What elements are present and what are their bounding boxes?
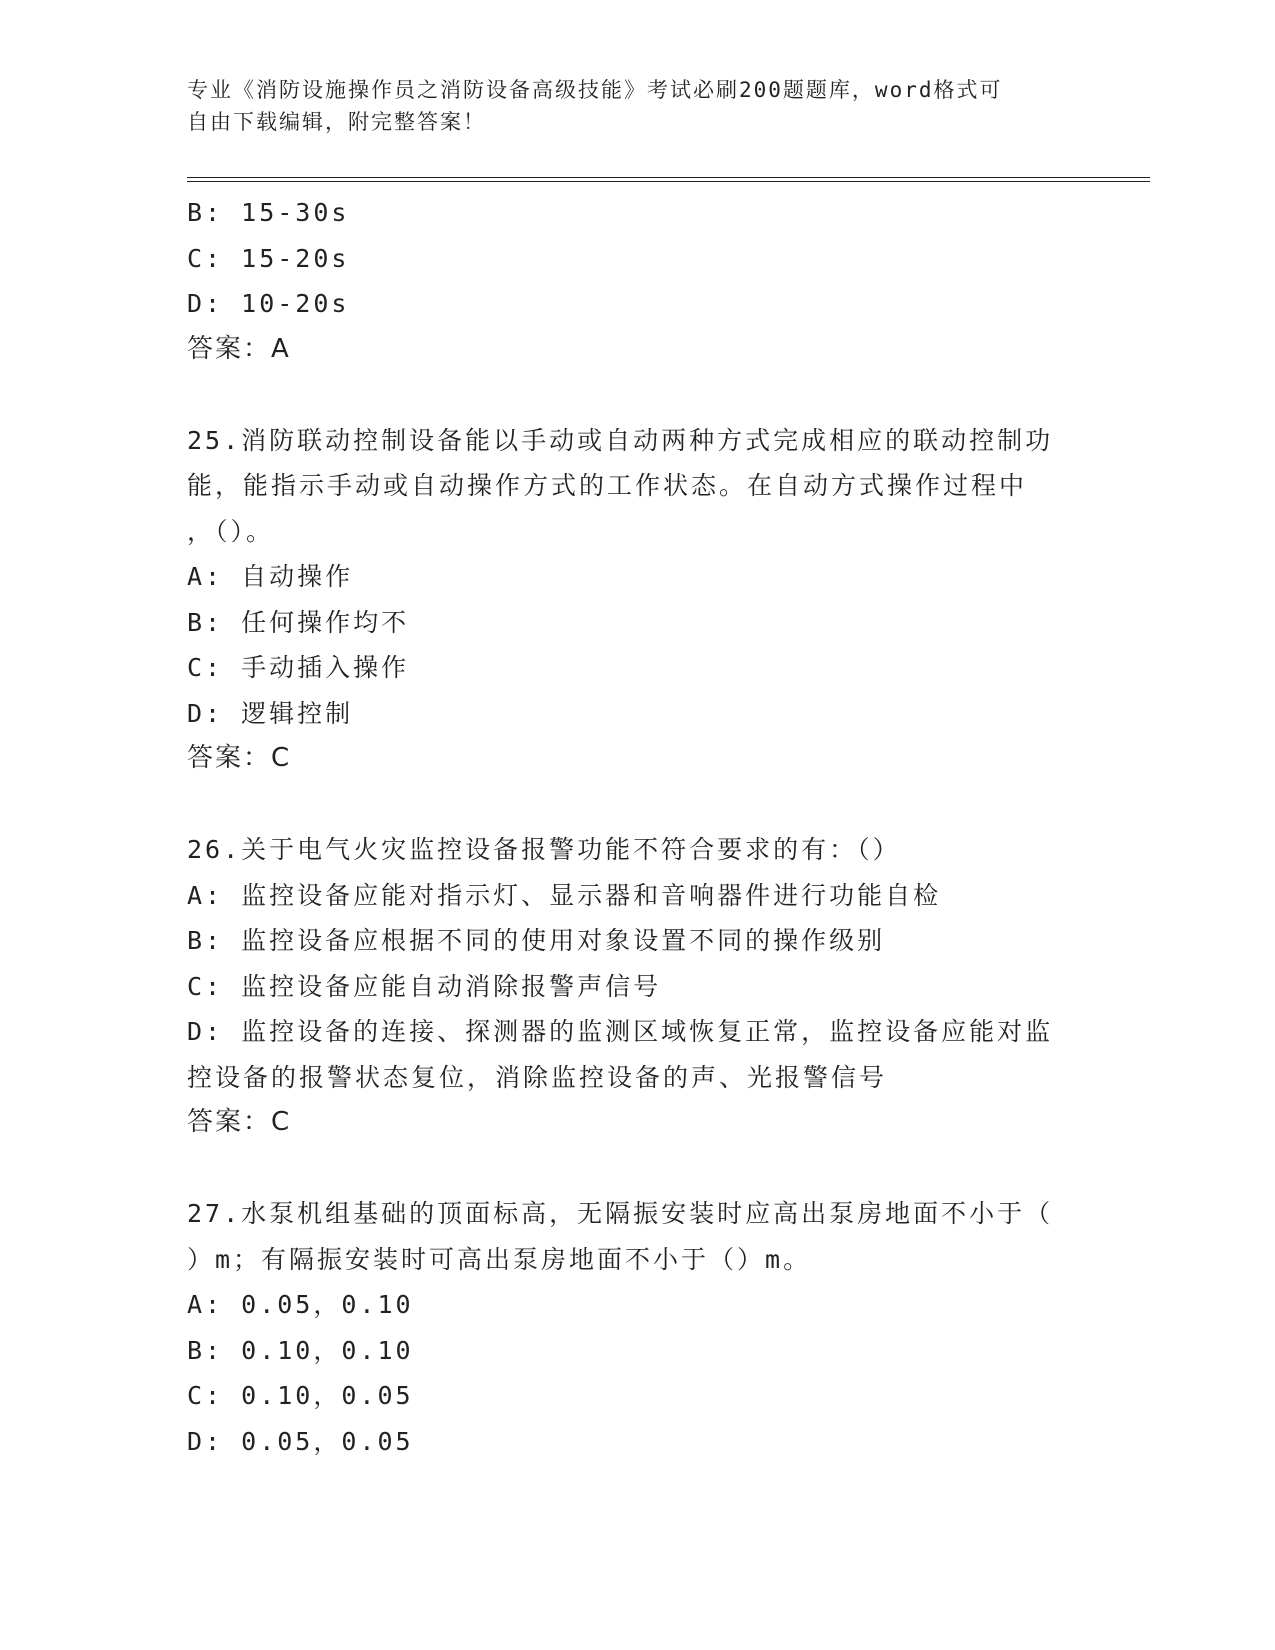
option-d-continued: 控设备的报警状态复位，消除监控设备的声、光报警信号 xyxy=(187,1062,888,1092)
option-d: D: 逻辑控制 xyxy=(187,698,354,728)
question-25 xyxy=(187,418,1087,782)
question-stem-line: 25.消防联动控制设备能以手动或自动两种方式完成相应的联动控制功 xyxy=(187,425,1054,455)
question-26 xyxy=(187,827,1087,1146)
option-a: A: 0.05，0.10 xyxy=(187,1290,414,1319)
spacer xyxy=(187,782,1087,828)
answer-line: 答案：C xyxy=(187,1107,292,1137)
header-line-2: 自由下载编辑，附完整答案！ xyxy=(187,110,486,134)
option-d: D: 监控设备的连接、探测器的监测区域恢复正常，监控设备应能对监 xyxy=(187,1017,1054,1046)
question-content xyxy=(187,190,1087,1464)
option-c: C: 0.10，0.05 xyxy=(187,1381,414,1410)
header-line-1: 专业《消防设施操作员之消防设备高级技能》考试必刷200题题库，word格式可 xyxy=(187,78,1003,102)
question-27 xyxy=(187,1191,1087,1464)
question-stem-line: 26.关于电气火灾监控设备报警功能不符合要求的有：（） xyxy=(187,835,901,864)
option-c: C: 监控设备应能自动消除报警声信号 xyxy=(187,971,662,1001)
question-stem-line: ，（）。 xyxy=(187,516,275,546)
option-b: B: 15-30s xyxy=(187,198,350,227)
answer-line: 答案：C xyxy=(187,743,292,773)
question-stem-line: 能，能指示手动或自动操作方式的工作状态。在自动方式操作过程中 xyxy=(187,471,1028,500)
question-stem-line: ）m；有隔振安装时可高出泵房地面不小于（）m。 xyxy=(187,1244,812,1274)
option-a: A: 监控设备应能对指示灯、显示器和音响器件进行功能自检 xyxy=(187,880,942,910)
document-header xyxy=(187,74,1087,138)
option-c: C: 15-20s xyxy=(187,243,350,273)
option-c: C: 手动插入操作 xyxy=(187,653,410,682)
question-stem-line: 27.水泵机组基础的顶面标高，无隔振安装时应高出泵房地面不小于（ xyxy=(187,1199,1054,1228)
option-d: D: 0.05，0.05 xyxy=(187,1426,414,1456)
option-b: B: 0.10，0.10 xyxy=(187,1335,414,1365)
answer-line: 答案：A xyxy=(187,333,291,364)
spacer xyxy=(187,1146,1087,1192)
header-rule-top xyxy=(187,177,1150,178)
question-24-tail xyxy=(187,190,1087,372)
spacer xyxy=(187,372,1087,418)
option-b: B: 监控设备应根据不同的使用对象设置不同的操作级别 xyxy=(187,926,886,955)
option-d: D: 10-20s xyxy=(187,289,350,318)
header-rule-bottom xyxy=(187,181,1150,182)
option-a: A: 自动操作 xyxy=(187,562,354,591)
option-b: B: 任何操作均不 xyxy=(187,607,410,637)
